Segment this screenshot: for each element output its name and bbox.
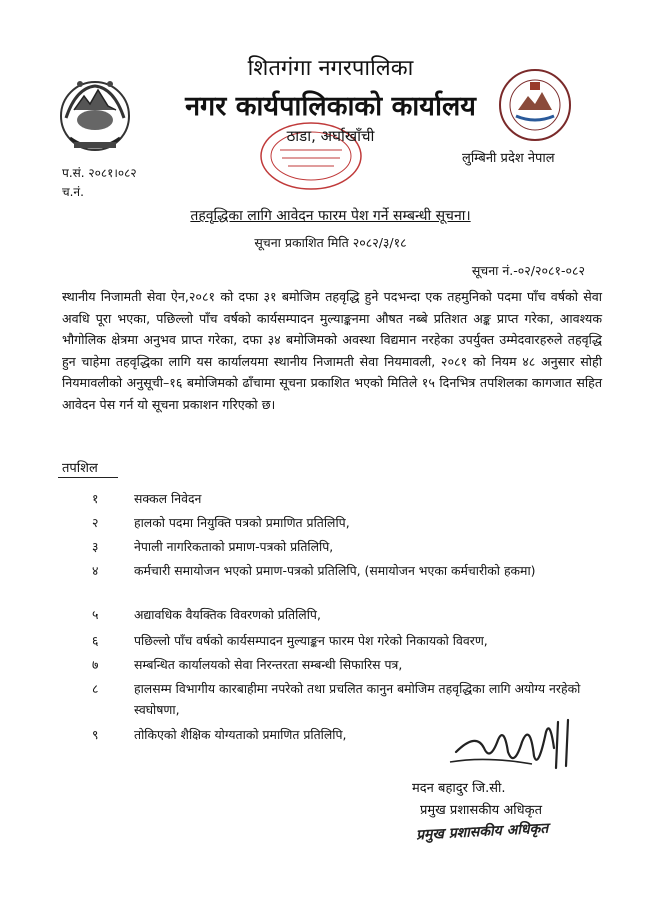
signature-icon xyxy=(446,712,586,774)
notice-body: स्थानीय निजामती सेवा ऐन,२०८१ को दफा ३१ बमोजिम तहवृद्धि हुने पदभन्दा एक तहमुनिको पदमा पाँच वर्षको सेवा अवधि पूरा भएका, पछिल्लो पाँच वर्षको कार्यसम्पादन मुल्याङ्कनमा औषत नब्बे प्रतिशत अङ्क प्राप्त गरेका, आवश्यक भौगोलिक क्षेत्रमा अनुभव प्राप्त गरेका, दफा ३४ बमोजिमको अवस्था विद्यमान नरहेका उपर्युक्त उम्मेदवारहरुले तहवृद्धि हुन चाहेमा तहवृद्धिका लागि यस कार्यालयमा स्थानीय निजामती सेवा नियमावली, २०८१ को नियम ४८ अनुसार सोही नियमावलीको अनुसूची–१६ बमोजिमको ढाँचामा सूचना प्रकाशित भएको मितिले १५ दिनभित्र तपशिलका कागजात सहित आवेदन पेस गर्न यो सूचना प्रकाशन गरिएको छ। xyxy=(62,289,602,412)
signatory-title: प्रमुख प्रशासकीय अधिकृत xyxy=(420,803,543,818)
notice-subject xyxy=(0,206,661,225)
list-item-text: सक्कल निवेदन xyxy=(134,491,202,506)
list-item-number: ६ xyxy=(92,633,99,648)
signatory-name: मदन बहादुर जि.सी. xyxy=(412,781,506,796)
notice-number: सूचना नं.-०२/२०८१-०८२ xyxy=(471,263,585,278)
dispatch-number: च.नं. xyxy=(62,185,84,199)
designation-stamp: प्रमुख प्रशासकीय अधिकृत xyxy=(415,820,549,844)
province-name: लुम्बिनी प्रदेश नेपाल xyxy=(462,151,555,166)
list-item-number: ९ xyxy=(92,727,99,742)
list-item-text: तोकिएको शैक्षिक योग्यताको प्रमाणित प्रतिलिपि, xyxy=(134,727,347,742)
reference-number: प.सं. २०८१।०८२ xyxy=(62,166,137,180)
list-item-number: ८ xyxy=(92,681,99,696)
list-item-number: २ xyxy=(92,515,99,530)
municipality-name: शितगंगा नगरपालिका xyxy=(247,56,414,81)
published-date: सूचना प्रकाशित मिति २०८२/३/१८ xyxy=(254,235,407,250)
list-item-text: सम्बन्धित कार्यालयको सेवा निरन्तरता सम्बन्धी सिफारिस पत्र, xyxy=(134,657,403,672)
list-item-number: ४ xyxy=(92,563,99,578)
list-item-text: हालको पदमा नियुक्ति पत्रको प्रमाणित प्रतिलिपि, xyxy=(134,515,350,530)
list-item-text: अद्यावधिक वैयक्तिक विवरणको प्रतिलिपि, xyxy=(134,607,321,622)
list-item-number: ५ xyxy=(92,607,99,622)
list-heading: तपशिल xyxy=(62,461,98,476)
list-item-text: कर्मचारी समायोजन भएको प्रमाण-पत्रको प्रतिलिपि, (समायोजन भएका कर्मचारीको हकमा) xyxy=(134,563,536,578)
office-location: ठाडा, अर्घाखाँची xyxy=(286,127,375,145)
notice-subject-text: तहवृद्धिका लागि आवेदन फारम पेश गर्ने सम्बन्धी सूचना। xyxy=(190,208,471,224)
list-heading-underline xyxy=(58,477,118,478)
list-item-text: हालसम्म विभागीय कारबाहीमा नपरेको तथा प्रचलित कानुन बमोजिम तहवृद्धिका लागि अयोग्य नरहेको स्वघोषणा, xyxy=(134,681,581,717)
list-item-number: १ xyxy=(92,491,99,506)
list-item-text: नेपाली नागरिकताको प्रमाण-पत्रको प्रतिलिपि, xyxy=(134,539,334,554)
list-item-text: पछिल्लो पाँच वर्षको कार्यसम्पादन मुल्याङ्कन फारम पेश गरेको निकायको विवरण, xyxy=(134,633,488,648)
list-item-number: ७ xyxy=(92,657,99,672)
office-name: नगर कार्यपालिकाको कार्यालय xyxy=(185,91,476,122)
list-item-number: ३ xyxy=(92,539,99,554)
